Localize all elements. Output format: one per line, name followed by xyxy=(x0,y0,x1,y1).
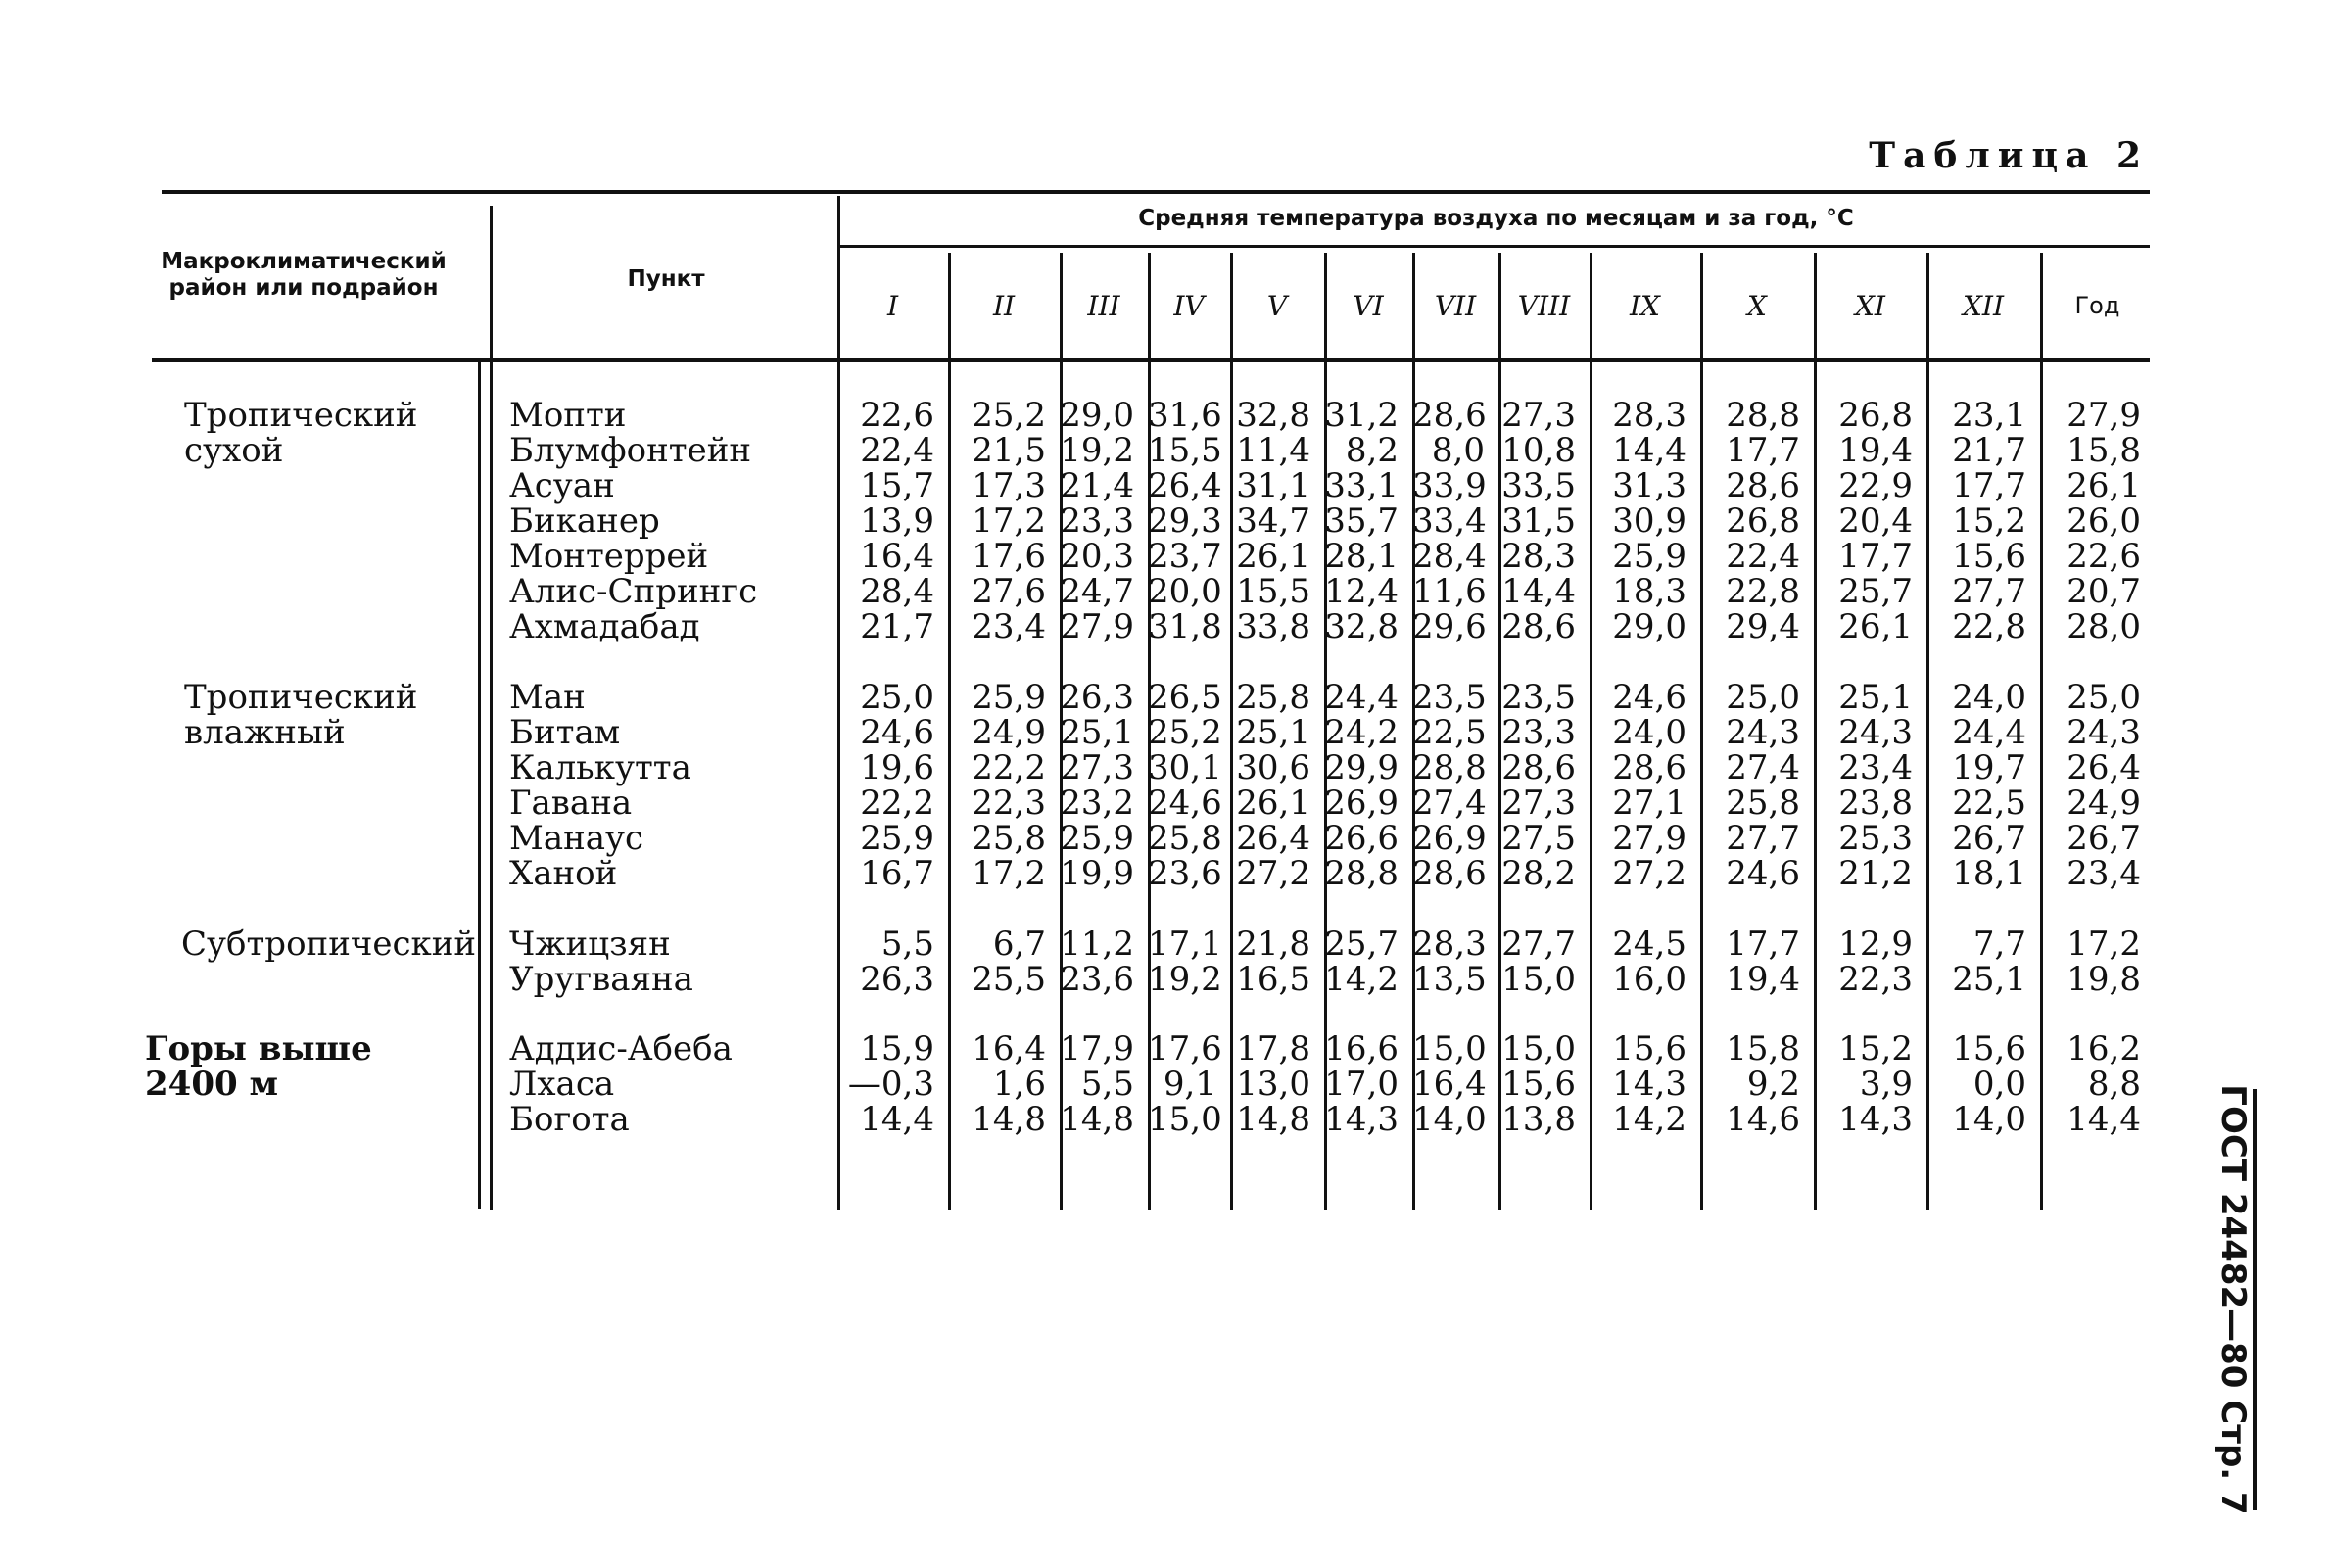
temperature-cell: 28,8 xyxy=(1412,748,1487,787)
temperature-cell: 21,7 xyxy=(1952,431,2026,470)
region-name: Горы выше 2400 м xyxy=(145,1029,372,1104)
temperature-cell: 13,5 xyxy=(1412,960,1487,999)
temperature-cell: 14,4 xyxy=(860,1100,934,1139)
temperature-cell: 12,9 xyxy=(1838,925,1913,964)
temperature-cell: 25,8 xyxy=(1148,819,1222,858)
temperature-cell: 5,5 xyxy=(1080,1065,1134,1104)
temperature-cell: 15,2 xyxy=(1838,1029,1913,1069)
temperature-cell: 24,3 xyxy=(2067,713,2141,752)
temperature-cell: 9,2 xyxy=(1746,1065,1800,1104)
temperature-cell: 16,4 xyxy=(972,1029,1046,1069)
city-name: Уругваяна xyxy=(509,960,693,999)
temperature-cell: 24,0 xyxy=(1952,678,2026,717)
temperature-cell: 28,4 xyxy=(1412,537,1487,576)
temperature-cell: 15,0 xyxy=(1501,960,1576,999)
temperature-cell: 21,8 xyxy=(1236,925,1310,964)
temperature-cell: 17,7 xyxy=(1726,925,1800,964)
temperature-cell: 27,3 xyxy=(1060,748,1134,787)
temperature-cell: 14,0 xyxy=(1412,1100,1487,1139)
temperature-cell: 28,2 xyxy=(1501,854,1576,893)
city-name: Калькутта xyxy=(509,748,691,787)
temperature-cell: 16,7 xyxy=(860,854,934,893)
temperature-cell: 28,8 xyxy=(1324,854,1399,893)
temperature-cell: 15,6 xyxy=(1501,1065,1576,1104)
temperature-cell: 28,1 xyxy=(1324,537,1399,576)
temperature-cell: 24,4 xyxy=(1324,678,1399,717)
month-header-3: III xyxy=(1087,289,1120,322)
temperature-cell: 27,9 xyxy=(2067,396,2141,435)
temperature-cell: 26,3 xyxy=(860,960,934,999)
temperature-cell: 8,8 xyxy=(2087,1065,2141,1104)
header-point: Пункт xyxy=(627,266,705,292)
temperature-cell: 22,4 xyxy=(860,431,934,470)
temperature-cell: 11,6 xyxy=(1412,572,1487,611)
temperature-cell: 19,6 xyxy=(860,748,934,787)
temperature-cell: 14,3 xyxy=(1612,1065,1687,1104)
temperature-cell: 26,9 xyxy=(1412,819,1487,858)
temperature-cell: 25,7 xyxy=(1324,925,1399,964)
region-name: Субтропический xyxy=(181,925,477,964)
temperature-cell: 16,4 xyxy=(860,537,934,576)
temperature-cell: 22,5 xyxy=(1952,784,2026,823)
temperature-cell: 22,9 xyxy=(1838,466,1913,505)
temperature-cell: 32,8 xyxy=(1324,607,1399,646)
temperature-cell: 22,6 xyxy=(860,396,934,435)
header-temperature: Средняя температура воздуха по месяцам и за год, °С xyxy=(1138,206,1854,231)
temperature-cell: 19,7 xyxy=(1952,748,2026,787)
temperature-cell: 25,9 xyxy=(1060,819,1134,858)
temperature-cell: 26,6 xyxy=(1324,819,1399,858)
temperature-cell: 26,1 xyxy=(1236,537,1310,576)
city-name: Монтеррей xyxy=(509,537,709,576)
temperature-cell: 28,6 xyxy=(1612,748,1687,787)
month-header-7: VII xyxy=(1434,289,1477,322)
month-header-1: I xyxy=(886,289,899,322)
temperature-cell: 14,8 xyxy=(1236,1100,1310,1139)
temperature-cell: 26,1 xyxy=(1838,607,1913,646)
temperature-cell: 24,7 xyxy=(1060,572,1134,611)
temperature-cell: 3,9 xyxy=(1859,1065,1913,1104)
temperature-cell: 10,8 xyxy=(1501,431,1576,470)
temperature-cell: 21,2 xyxy=(1838,854,1913,893)
temperature-cell: 25,5 xyxy=(972,960,1046,999)
table-title: Таблица 2 xyxy=(1869,135,2149,176)
temperature-cell: 26,4 xyxy=(2067,748,2141,787)
month-header-11: XI xyxy=(1855,289,1885,322)
temperature-cell: 15,7 xyxy=(860,466,934,505)
temperature-cell: 25,1 xyxy=(1838,678,1913,717)
temperature-cell: 14,6 xyxy=(1726,1100,1800,1139)
temperature-cell: 31,3 xyxy=(1612,466,1687,505)
temperature-cell: 26,1 xyxy=(2067,466,2141,505)
temperature-cell: 31,1 xyxy=(1236,466,1310,505)
temperature-cell: 28,3 xyxy=(1501,537,1576,576)
temperature-cell: 33,1 xyxy=(1324,466,1399,505)
city-name: Мопти xyxy=(509,396,627,435)
temperature-cell: 27,2 xyxy=(1612,854,1687,893)
temperature-cell: 29,3 xyxy=(1148,501,1222,541)
temperature-cell: 30,9 xyxy=(1612,501,1687,541)
temperature-cell: 27,6 xyxy=(972,572,1046,611)
temperature-cell: 24,9 xyxy=(972,713,1046,752)
temperature-cell: 26,4 xyxy=(1236,819,1310,858)
temperature-cell: 27,5 xyxy=(1501,819,1576,858)
temperature-cell: 25,0 xyxy=(2067,678,2141,717)
header-region: Макроклиматический район или подрайон xyxy=(161,249,447,301)
temperature-cell: 15,0 xyxy=(1501,1029,1576,1069)
temperature-cell: 26,1 xyxy=(1236,784,1310,823)
temperature-cell: 28,6 xyxy=(1412,396,1487,435)
temperature-cell: 9,1 xyxy=(1163,1065,1216,1104)
temperature-cell: 28,6 xyxy=(1726,466,1800,505)
temperature-cell: 24,0 xyxy=(1612,713,1687,752)
temperature-cell: 33,5 xyxy=(1501,466,1576,505)
city-name: Богота xyxy=(509,1100,630,1139)
city-name: Битам xyxy=(509,713,621,752)
temperature-cell: 27,9 xyxy=(1612,819,1687,858)
temperature-cell: 29,0 xyxy=(1612,607,1687,646)
temperature-cell: 14,2 xyxy=(1324,960,1399,999)
temperature-cell: 28,8 xyxy=(1726,396,1800,435)
temperature-cell: 20,0 xyxy=(1148,572,1222,611)
month-header-6: VI xyxy=(1353,289,1384,322)
temperature-cell: 5,5 xyxy=(880,925,934,964)
temperature-cell: 14,4 xyxy=(1612,431,1687,470)
temperature-cell: 33,9 xyxy=(1412,466,1487,505)
temperature-cell: 23,4 xyxy=(972,607,1046,646)
temperature-cell: 32,8 xyxy=(1236,396,1310,435)
temperature-cell: 14,0 xyxy=(1952,1100,2026,1139)
temperature-cell: 27,1 xyxy=(1612,784,1687,823)
temperature-cell: 23,3 xyxy=(1501,713,1576,752)
month-header-4: IV xyxy=(1173,289,1205,322)
temperature-cell: 17,3 xyxy=(972,466,1046,505)
temperature-cell: 28,3 xyxy=(1612,396,1687,435)
temperature-cell: 23,5 xyxy=(1412,678,1487,717)
region-name: Тропический влажный xyxy=(184,678,418,752)
temperature-cell: 22,8 xyxy=(1726,572,1800,611)
temperature-cell: 34,7 xyxy=(1236,501,1310,541)
column-divider xyxy=(490,206,493,1210)
temperature-cell: 22,8 xyxy=(1952,607,2026,646)
temperature-cell: 27,9 xyxy=(1060,607,1134,646)
temperature-cell: 25,8 xyxy=(1726,784,1800,823)
city-name: Ман xyxy=(509,678,586,717)
temperature-cell: 15,5 xyxy=(1148,431,1222,470)
temperature-cell: 12,4 xyxy=(1324,572,1399,611)
temperature-cell: 14,3 xyxy=(1838,1100,1913,1139)
temperature-cell: 23,8 xyxy=(1838,784,1913,823)
month-header-2: II xyxy=(992,289,1016,322)
temperature-cell: 19,2 xyxy=(1060,431,1134,470)
temperature-cell: 7,7 xyxy=(1972,925,2026,964)
header-bottom-rule xyxy=(152,358,2150,362)
temperature-cell: 22,2 xyxy=(860,784,934,823)
temperature-cell: 16,2 xyxy=(2067,1029,2141,1069)
month-header-9: IX xyxy=(1630,289,1660,322)
temperature-cell: 22,3 xyxy=(972,784,1046,823)
temperature-cell: 17,9 xyxy=(1060,1029,1134,1069)
temperature-cell: 15,6 xyxy=(1952,537,2026,576)
temperature-cell: 27,3 xyxy=(1501,784,1576,823)
temperature-cell: 28,4 xyxy=(860,572,934,611)
temperature-cell: 23,4 xyxy=(1838,748,1913,787)
temperature-cell: 11,4 xyxy=(1236,431,1310,470)
temperature-cell: 14,8 xyxy=(972,1100,1046,1139)
temperature-cell: 0,0 xyxy=(1972,1065,2026,1104)
temperature-cell: 24,3 xyxy=(1726,713,1800,752)
temperature-cell: 15,0 xyxy=(1412,1029,1487,1069)
temperature-cell: 23,4 xyxy=(2067,854,2141,893)
city-name: Гавана xyxy=(509,784,633,823)
temperature-cell: 25,2 xyxy=(1148,713,1222,752)
temperature-cell: 15,6 xyxy=(1612,1029,1687,1069)
temperature-cell: 23,2 xyxy=(1060,784,1134,823)
temperature-cell: 27,2 xyxy=(1236,854,1310,893)
temperature-cell: 13,8 xyxy=(1501,1100,1576,1139)
temperature-cell: 25,9 xyxy=(1612,537,1687,576)
region-name: Тропический сухой xyxy=(184,396,418,470)
temperature-cell: 28,6 xyxy=(1501,748,1576,787)
temperature-cell: 16,4 xyxy=(1412,1065,1487,1104)
temperature-cell: 26,9 xyxy=(1324,784,1399,823)
city-name: Асуан xyxy=(509,466,615,505)
temperature-cell: 28,0 xyxy=(2067,607,2141,646)
temperature-cell: 21,5 xyxy=(972,431,1046,470)
region-divider xyxy=(478,358,481,1209)
temperature-cell: 19,2 xyxy=(1148,960,1222,999)
temperature-cell: 29,9 xyxy=(1324,748,1399,787)
temperature-cell: 19,4 xyxy=(1726,960,1800,999)
temperature-cell: 21,7 xyxy=(860,607,934,646)
temperature-cell: 14,4 xyxy=(2067,1100,2141,1139)
temperature-cell: 17,2 xyxy=(972,854,1046,893)
temperature-cell: 15,6 xyxy=(1952,1029,2026,1069)
temperature-cell: 15,9 xyxy=(860,1029,934,1069)
temperature-cell: 16,0 xyxy=(1612,960,1687,999)
temperature-cell: 25,7 xyxy=(1838,572,1913,611)
temperature-cell: 21,4 xyxy=(1060,466,1134,505)
temperature-cell: 26,0 xyxy=(2067,501,2141,541)
temperature-cell: 25,1 xyxy=(1236,713,1310,752)
temperature-cell: 25,9 xyxy=(860,819,934,858)
city-name: Аддис-Абеба xyxy=(509,1029,733,1069)
side-caption xyxy=(2213,1084,2253,1515)
temperature-cell: 25,2 xyxy=(972,396,1046,435)
temperature-cell: 18,3 xyxy=(1612,572,1687,611)
temperature-cell: 30,6 xyxy=(1236,748,1310,787)
temperature-cell: 26,4 xyxy=(1148,466,1222,505)
month-header-5: V xyxy=(1266,289,1288,322)
temperature-cell: 27,4 xyxy=(1412,784,1487,823)
temperature-cell: 15,2 xyxy=(1952,501,2026,541)
temperature-cell: 28,3 xyxy=(1412,925,1487,964)
month-header-13: Год xyxy=(2074,292,2120,319)
temperature-cell: 17,7 xyxy=(1952,466,2026,505)
temperature-cell: 25,0 xyxy=(1726,678,1800,717)
top-rule xyxy=(162,190,2150,194)
city-name: Ахмадабад xyxy=(509,607,700,646)
temperature-cell: 14,8 xyxy=(1060,1100,1134,1139)
temperature-cell: 13,0 xyxy=(1236,1065,1310,1104)
temperature-cell: 35,7 xyxy=(1324,501,1399,541)
temperature-cell: 22,5 xyxy=(1412,713,1487,752)
temperature-cell: 24,6 xyxy=(1148,784,1222,823)
temperature-cell: 23,7 xyxy=(1148,537,1222,576)
temperature-cell: 20,7 xyxy=(2067,572,2141,611)
temperature-cell: 15,8 xyxy=(1726,1029,1800,1069)
temperature-cell: 17,2 xyxy=(2067,925,2141,964)
temperature-cell: 1,6 xyxy=(992,1065,1046,1104)
temperature-cell: 20,4 xyxy=(1838,501,1913,541)
temperature-cell: 17,2 xyxy=(972,501,1046,541)
city-name: Манаус xyxy=(509,819,644,858)
city-name: Блумфонтейн xyxy=(509,431,752,470)
temperature-cell: 31,8 xyxy=(1148,607,1222,646)
temperature-cell: 31,2 xyxy=(1324,396,1399,435)
temperature-cell: 26,3 xyxy=(1060,678,1134,717)
temperature-cell: 29,4 xyxy=(1726,607,1800,646)
temperature-cell: 30,1 xyxy=(1148,748,1222,787)
temperature-cell: 27,7 xyxy=(1952,572,2026,611)
temperature-cell: 26,8 xyxy=(1838,396,1913,435)
temperature-cell: 24,5 xyxy=(1612,925,1687,964)
temperature-cell: 17,7 xyxy=(1838,537,1913,576)
temperature-cell: 15,5 xyxy=(1236,572,1310,611)
temperature-cell: 29,6 xyxy=(1412,607,1487,646)
temperature-cell: 6,7 xyxy=(992,925,1046,964)
city-name: Чжицзян xyxy=(509,925,671,964)
page-caption: ГОСТ 24482—80 Стр. 7 xyxy=(2213,1084,2253,1515)
temperature-cell: 27,7 xyxy=(1501,925,1576,964)
temperature-cell: 19,4 xyxy=(1838,431,1913,470)
temperature-cell: 8,0 xyxy=(1431,431,1485,470)
temperature-cell: 26,5 xyxy=(1148,678,1222,717)
temperature-cell: 11,2 xyxy=(1060,925,1134,964)
city-name: Биканер xyxy=(509,501,660,541)
temperature-cell: 23,1 xyxy=(1952,396,2026,435)
temperature-cell: 13,9 xyxy=(860,501,934,541)
temperature-cell: 26,7 xyxy=(1952,819,2026,858)
month-header-10: X xyxy=(1747,289,1767,322)
month-header-12: XII xyxy=(1962,289,2005,322)
temperature-cell: 24,6 xyxy=(1612,678,1687,717)
temperature-cell: 24,9 xyxy=(2067,784,2141,823)
temperature-cell: 28,6 xyxy=(1501,607,1576,646)
temperature-cell: 20,3 xyxy=(1060,537,1134,576)
temperature-cell: 24,6 xyxy=(1726,854,1800,893)
temperature-cell: 24,2 xyxy=(1324,713,1399,752)
temperature-cell: 16,6 xyxy=(1324,1029,1399,1069)
temperature-cell: 24,6 xyxy=(860,713,934,752)
temperature-cell: 17,6 xyxy=(1148,1029,1222,1069)
temperature-cell: 22,3 xyxy=(1838,960,1913,999)
month-header-8: VIII xyxy=(1517,289,1571,322)
temperature-cell: 27,3 xyxy=(1501,396,1576,435)
temperature-cell: 28,6 xyxy=(1412,854,1487,893)
temperature-cell: 23,3 xyxy=(1060,501,1134,541)
temperature-cell: 25,1 xyxy=(1060,713,1134,752)
temperature-cell: 27,7 xyxy=(1726,819,1800,858)
temperature-cell: 25,3 xyxy=(1838,819,1913,858)
month-header-rule xyxy=(840,245,2150,248)
temperature-cell: 26,8 xyxy=(1726,501,1800,541)
temperature-cell: 31,5 xyxy=(1501,501,1576,541)
side-rule xyxy=(2253,1089,2257,1510)
temperature-cell: 33,8 xyxy=(1236,607,1310,646)
temperature-cell: —0,3 xyxy=(847,1065,934,1104)
temperature-cell: 25,0 xyxy=(860,678,934,717)
temperature-cell: 29,0 xyxy=(1060,396,1134,435)
temperature-cell: 17,7 xyxy=(1726,431,1800,470)
temperature-cell: 26,7 xyxy=(2067,819,2141,858)
temperature-cell: 25,8 xyxy=(1236,678,1310,717)
temperature-cell: 19,9 xyxy=(1060,854,1134,893)
temperature-cell: 17,1 xyxy=(1148,925,1222,964)
temperature-cell: 18,1 xyxy=(1952,854,2026,893)
temperature-cell: 15,8 xyxy=(2067,431,2141,470)
temperature-cell: 33,4 xyxy=(1412,501,1487,541)
temperature-cell: 24,4 xyxy=(1952,713,2026,752)
temperature-cell: 25,9 xyxy=(972,678,1046,717)
temperature-cell: 23,6 xyxy=(1148,854,1222,893)
city-name: Лхаса xyxy=(509,1065,615,1104)
temperature-cell: 31,6 xyxy=(1148,396,1222,435)
temperature-cell: 19,8 xyxy=(2067,960,2141,999)
temperature-cell: 17,0 xyxy=(1324,1065,1399,1104)
temperature-cell: 22,6 xyxy=(2067,537,2141,576)
temperature-cell: 17,8 xyxy=(1236,1029,1310,1069)
city-name: Алис-Спрингс xyxy=(509,572,758,611)
temperature-cell: 22,2 xyxy=(972,748,1046,787)
temperature-cell: 17,6 xyxy=(972,537,1046,576)
temperature-cell: 25,8 xyxy=(972,819,1046,858)
temperature-cell: 16,5 xyxy=(1236,960,1310,999)
temperature-cell: 14,4 xyxy=(1501,572,1576,611)
city-name: Ханой xyxy=(509,854,618,893)
temperature-cell: 23,5 xyxy=(1501,678,1576,717)
temperature-cell: 22,4 xyxy=(1726,537,1800,576)
temperature-cell: 15,0 xyxy=(1148,1100,1222,1139)
temperature-cell: 23,6 xyxy=(1060,960,1134,999)
temperature-cell: 25,1 xyxy=(1952,960,2026,999)
temperature-cell: 14,2 xyxy=(1612,1100,1687,1139)
temperature-cell: 27,4 xyxy=(1726,748,1800,787)
temperature-cell: 8,2 xyxy=(1345,431,1399,470)
temperature-cell: 14,3 xyxy=(1324,1100,1399,1139)
temperature-cell: 24,3 xyxy=(1838,713,1913,752)
